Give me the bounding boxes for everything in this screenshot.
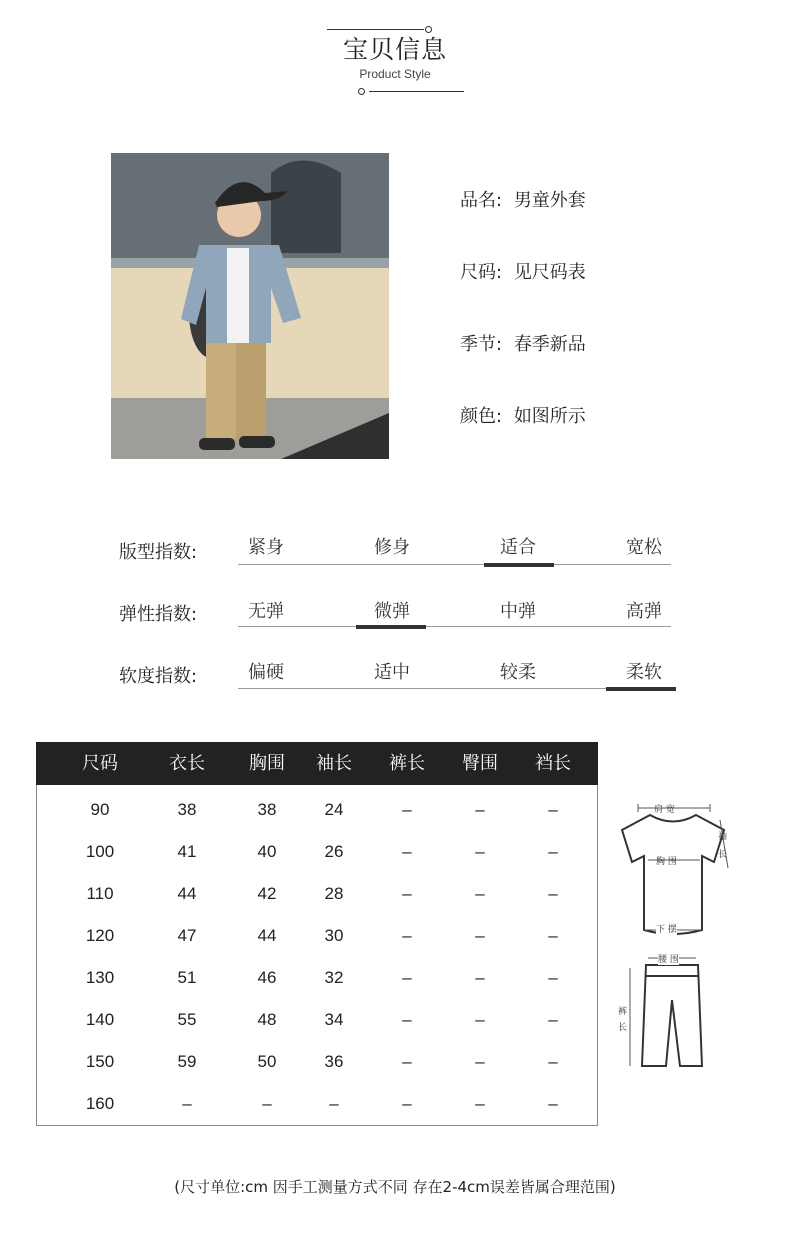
diagram-hem-label: 下 摆 <box>656 922 677 935</box>
cell-rise: – <box>548 1094 558 1113</box>
cell-size: 90 <box>90 800 110 819</box>
cell-size: 150 <box>85 1052 115 1071</box>
elasticity-option-none: 无弹 <box>248 601 284 622</box>
cell-sleeve: 36 <box>324 1052 344 1071</box>
col-header-chest: 胸围 <box>249 753 285 774</box>
cell-chest: 46 <box>257 968 277 987</box>
col-header-length: 衣长 <box>169 753 205 774</box>
diagram-sleeve-label: 袖 长 <box>718 832 728 860</box>
cell-length: 41 <box>177 842 197 861</box>
elasticity-option-high: 高弹 <box>626 601 662 622</box>
info-name-label: 品名: <box>460 190 503 211</box>
info-size-label: 尺码: <box>460 262 503 283</box>
cell-sleeve: 24 <box>324 800 344 819</box>
col-header-hip: 臀围 <box>462 753 498 774</box>
elasticity-option-medium: 中弹 <box>500 601 536 622</box>
cell-hip: – <box>475 1052 485 1071</box>
cell-sleeve: 30 <box>324 926 344 945</box>
info-color-value: 如图所示 <box>513 406 586 427</box>
cell-rise: – <box>548 1010 558 1029</box>
cell-rise: – <box>548 800 558 819</box>
cell-pants-length: – <box>402 968 412 987</box>
info-size <box>460 258 586 284</box>
elasticity-scale-line <box>238 626 671 627</box>
cell-chest: 48 <box>257 1010 277 1029</box>
fit-option-tight: 紧身 <box>248 537 284 558</box>
info-season <box>460 330 586 356</box>
cell-hip: – <box>475 968 485 987</box>
elasticity-selected-marker <box>356 625 426 629</box>
cell-chest: 44 <box>257 926 277 945</box>
cell-size: 130 <box>85 968 115 987</box>
header-bottom-dot <box>358 88 365 95</box>
diagram-pants-length-label: 裤 长 <box>618 1007 628 1033</box>
cell-length: – <box>182 1094 192 1113</box>
fit-selected-marker <box>484 563 554 567</box>
cell-size: 100 <box>85 842 115 861</box>
cell-sleeve: 32 <box>324 968 344 987</box>
cell-length: 44 <box>177 884 197 903</box>
cell-sleeve: 34 <box>324 1010 344 1029</box>
cell-chest: 42 <box>257 884 277 903</box>
fit-scale-line <box>238 564 671 565</box>
diagram-waist-label: 腰 围 <box>658 952 679 965</box>
cell-rise: – <box>548 968 558 987</box>
info-season-label: 季节: <box>460 334 503 355</box>
softness-option-very-soft: 柔软 <box>626 662 662 683</box>
cell-size: 160 <box>85 1094 115 1113</box>
softness-option-soft: 较柔 <box>500 662 536 683</box>
header-bottom-rule <box>369 91 464 92</box>
cell-rise: – <box>548 884 558 903</box>
cell-pants-length: – <box>402 1052 412 1071</box>
cell-pants-length: – <box>402 1094 412 1113</box>
cell-chest: – <box>262 1094 272 1113</box>
cell-hip: – <box>475 842 485 861</box>
cell-size: 120 <box>85 926 115 945</box>
cell-rise: – <box>548 842 558 861</box>
cell-hip: – <box>475 884 485 903</box>
cell-length: 55 <box>177 1010 197 1029</box>
col-header-pants-length: 裤长 <box>389 753 425 774</box>
cell-hip: – <box>475 800 485 819</box>
col-header-size: 尺码 <box>82 753 118 774</box>
softness-option-moderate: 适中 <box>374 662 410 683</box>
info-size-value: 见尺码表 <box>513 262 586 283</box>
fit-index-label: 版型指数: <box>119 542 198 563</box>
page-subtitle: Product Style <box>359 67 431 81</box>
cell-pants-length: – <box>402 842 412 861</box>
softness-option-stiff: 偏硬 <box>248 662 284 683</box>
cell-chest: 38 <box>257 800 277 819</box>
info-name-value: 男童外套 <box>513 190 586 211</box>
fit-option-regular: 适合 <box>500 537 536 558</box>
diagram-shoulder-label: 肩 宽 <box>654 805 675 815</box>
page-title: 宝贝信息 <box>342 35 447 64</box>
info-color-label: 颜色: <box>460 406 503 427</box>
cell-size: 140 <box>85 1010 115 1029</box>
cell-length: 38 <box>177 800 197 819</box>
info-color <box>460 402 586 428</box>
cell-sleeve: – <box>329 1094 339 1113</box>
elasticity-index-label: 弹性指数: <box>119 604 198 625</box>
cell-rise: – <box>548 1052 558 1071</box>
softness-index-label: 软度指数: <box>119 666 198 687</box>
col-header-sleeve: 袖长 <box>316 753 352 774</box>
cell-sleeve: 26 <box>324 842 344 861</box>
product-photo <box>111 153 389 459</box>
elasticity-option-slight: 微弹 <box>374 601 410 622</box>
cell-hip: – <box>475 1094 485 1113</box>
cell-pants-length: – <box>402 1010 412 1029</box>
fit-option-slim: 修身 <box>374 537 410 558</box>
cell-chest: 50 <box>257 1052 277 1071</box>
cell-hip: – <box>475 1010 485 1029</box>
cell-pants-length: – <box>402 800 412 819</box>
cell-sleeve: 28 <box>324 884 344 903</box>
cell-length: 51 <box>177 968 197 987</box>
cell-rise: – <box>548 926 558 945</box>
info-season-value: 春季新品 <box>513 334 586 355</box>
cell-chest: 40 <box>257 842 277 861</box>
cell-hip: – <box>475 926 485 945</box>
cell-pants-length: – <box>402 926 412 945</box>
cell-size: 110 <box>86 884 114 903</box>
info-name <box>460 186 586 212</box>
fit-option-loose: 宽松 <box>626 537 662 558</box>
cell-length: 59 <box>177 1052 197 1071</box>
cell-pants-length: – <box>402 884 412 903</box>
diagram-chest-label: 胸 围 <box>656 857 677 867</box>
col-header-rise: 裆长 <box>535 753 571 774</box>
cell-length: 47 <box>177 926 197 945</box>
footer-note: (尺寸单位:cm 因手工测量方式不同 存在2-4cm误差皆属合理范围) <box>174 1178 616 1196</box>
softness-selected-marker <box>606 687 676 691</box>
measurement-diagram <box>608 790 758 1090</box>
